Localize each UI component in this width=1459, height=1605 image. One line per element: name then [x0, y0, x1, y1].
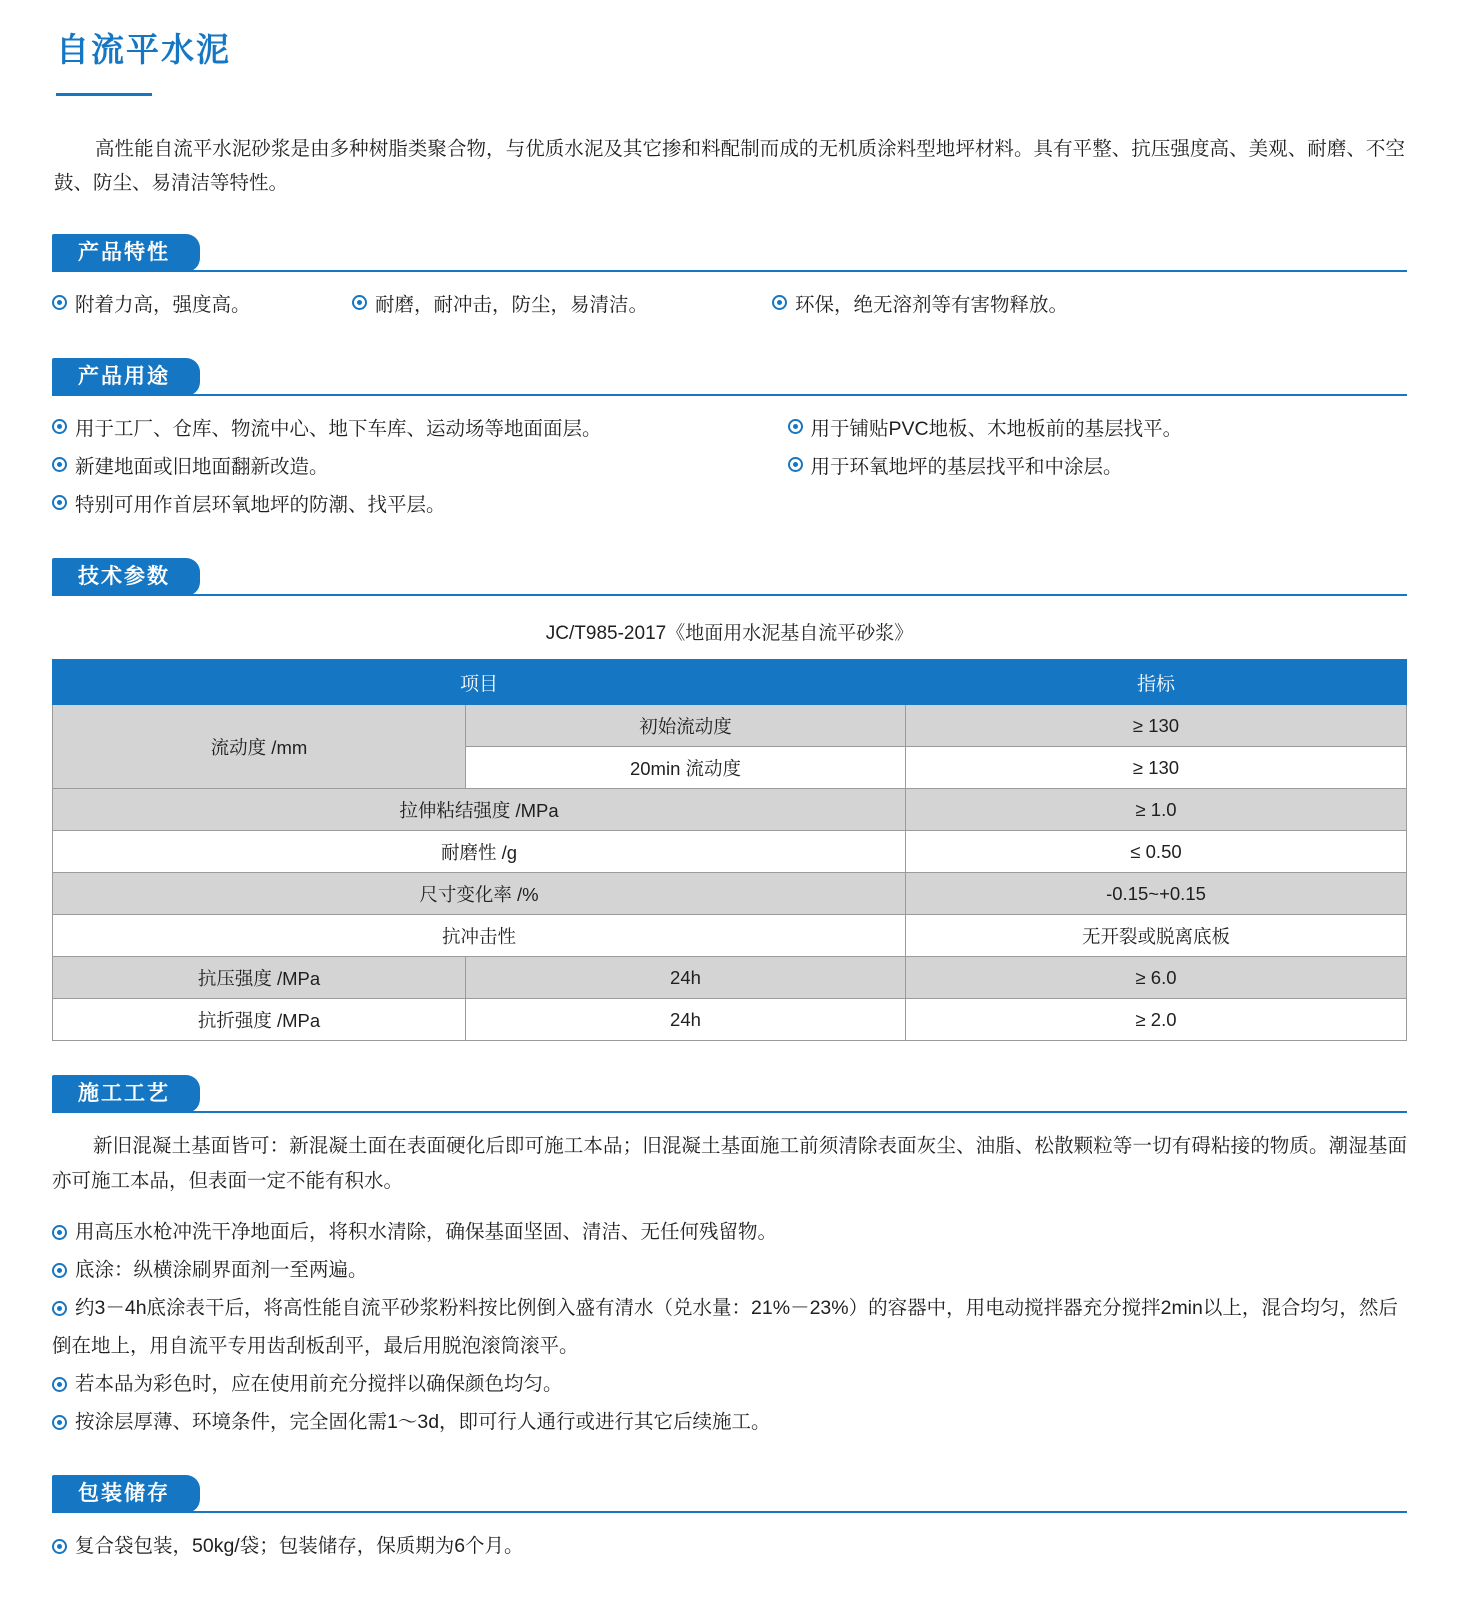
section-uses	[52, 358, 1407, 524]
cell-item-name: 尺寸变化率 /%	[53, 873, 906, 915]
list-item	[772, 286, 1068, 324]
list-item-label: 约3－4h底涂表干后，将高性能自流平砂浆粉料按比例倒入盛有清水（兑水量：21%－23%）的容器中，用电动搅拌器充分搅拌2min以上，混合均匀，然后倒在地上，用自流平专用齿刮板刮平，最后用脱泡滚筒滚平。	[52, 1296, 1398, 1357]
bullet-circle-icon	[52, 1539, 67, 1554]
cell-item-name: 拉伸粘结强度 /MPa	[53, 789, 906, 831]
section-underline	[52, 1111, 1407, 1113]
intro-paragraph	[54, 132, 1405, 200]
list-item	[52, 1289, 1407, 1365]
table-row	[53, 705, 1407, 747]
process-list	[52, 1213, 1407, 1441]
list-item	[788, 448, 1408, 486]
cell-item-value: ≤ 0.50	[906, 831, 1407, 873]
bullet-circle-icon	[52, 495, 67, 510]
table-row	[53, 915, 1407, 957]
cell-item-name: 流动度 /mm	[53, 705, 466, 789]
list-item	[52, 1527, 1407, 1565]
bullet-circle-icon	[52, 1263, 67, 1278]
list-item-label: 特别可用作首层环氧地坪的防潮、找平层。	[75, 494, 446, 517]
section-process	[52, 1075, 1407, 1441]
list-item	[788, 410, 1408, 448]
section-title-tech: 技术参数	[52, 558, 200, 596]
uses-left-column	[52, 410, 730, 524]
section-title-process: 施工工艺	[52, 1075, 200, 1113]
list-item	[52, 1251, 1407, 1289]
packaging-list	[52, 1527, 1407, 1565]
cell-item-value: ≥ 130	[906, 705, 1407, 747]
list-item	[52, 486, 730, 524]
list-item	[52, 1213, 1407, 1251]
list-item-label: 环保，绝无溶剂等有害物释放。	[795, 294, 1069, 317]
process-paragraph-text: 新旧混凝土基面皆可：新混凝土面在表面硬化后即可施工本品；旧混凝土基面施工前须清除表面灰尘、油脂、松散颗粒等一切有碍粘接的物质。潮湿基面亦可施工本品，但表面一定不能有积水。	[52, 1135, 1407, 1193]
list-item-label: 按涂层厚薄、环境条件，完全固化需1～3d，即可行人通行或进行其它后续施工。	[75, 1410, 771, 1433]
cell-item-value: ≥ 6.0	[906, 957, 1407, 999]
cell-item-sub: 24h	[465, 957, 905, 999]
cell-item-name: 抗压强度 /MPa	[53, 957, 466, 999]
table-row	[53, 873, 1407, 915]
cell-item-value: ≥ 1.0	[906, 789, 1407, 831]
table-row	[53, 957, 1407, 999]
tech-parameters-table	[52, 659, 1407, 1041]
cell-item-name: 抗折强度 /MPa	[53, 999, 466, 1041]
section-title-uses: 产品用途	[52, 358, 200, 396]
section-header-features	[52, 234, 1407, 272]
list-item-label: 若本品为彩色时，应在使用前充分搅拌以确保颜色均匀。	[75, 1372, 563, 1395]
list-item	[52, 410, 730, 448]
list-item	[52, 1365, 1407, 1403]
section-features	[52, 234, 1407, 324]
section-packaging	[52, 1475, 1407, 1565]
section-header-packaging	[52, 1475, 1407, 1513]
cell-item-sub: 初始流动度	[465, 705, 905, 747]
features-list	[52, 286, 1407, 324]
cell-item-value: ≥ 130	[906, 747, 1407, 789]
standard-reference: JC/T985-2017《地面用水泥基自流平砂浆》	[545, 623, 914, 645]
cell-item-sub: 24h	[465, 999, 905, 1041]
title-divider	[56, 93, 152, 96]
list-item-label: 附着力高，强度高。	[75, 294, 251, 317]
bullet-circle-icon	[788, 419, 803, 434]
list-item-label: 复合袋包装，50kg/袋；包装储存，保质期为6个月。	[75, 1534, 524, 1557]
page-title: 自流平水泥	[56, 31, 231, 68]
section-title-features: 产品特性	[52, 234, 200, 272]
list-item-label: 耐磨，耐冲击，防尘，易清洁。	[375, 294, 649, 317]
bullet-circle-icon	[352, 295, 367, 310]
list-item-label: 新建地面或旧地面翻新改造。	[75, 456, 329, 479]
table-head	[53, 660, 1407, 705]
section-tech	[52, 558, 1407, 1041]
bullet-circle-icon	[772, 295, 787, 310]
bullet-circle-icon	[52, 1415, 67, 1430]
table-body	[53, 705, 1407, 1041]
list-item-label: 用于铺贴PVC地板、木地板前的基层找平。	[810, 418, 1183, 441]
intro-text: 高性能自流平水泥砂浆是由多种树脂类聚合物，与优质水泥及其它掺和料配制而成的无机质涂料型地坪材料。具有平整、抗压强度高、美观、耐磨、不空鼓、防尘、易清洁等特性。	[54, 138, 1405, 195]
cell-item-value: ≥ 2.0	[906, 999, 1407, 1041]
column-header-item: 项目	[53, 660, 906, 705]
table-row	[53, 789, 1407, 831]
list-item	[352, 286, 772, 324]
column-header-index: 指标	[906, 660, 1407, 705]
section-header-process	[52, 1075, 1407, 1113]
cell-item-value: -0.15~+0.15	[906, 873, 1407, 915]
list-item-label: 用高压水枪冲洗干净地面后，将积水清除，确保基面坚固、清洁、无任何残留物。	[75, 1220, 778, 1243]
list-item	[52, 448, 730, 486]
bullet-circle-icon	[52, 295, 67, 310]
section-underline	[52, 594, 1407, 596]
bullet-circle-icon	[52, 1377, 67, 1392]
table-row	[53, 999, 1407, 1041]
list-item	[52, 1403, 1407, 1441]
section-title-packaging: 包装储存	[52, 1475, 200, 1513]
section-underline	[52, 1511, 1407, 1513]
bullet-circle-icon	[52, 1225, 67, 1240]
cell-item-name: 耐磨性 /g	[53, 831, 906, 873]
bullet-circle-icon	[788, 457, 803, 472]
bullet-circle-icon	[52, 419, 67, 434]
section-header-tech	[52, 558, 1407, 596]
cell-item-sub: 20min 流动度	[465, 747, 905, 789]
list-item-label: 底涂：纵横涂刷界面剂一至两遍。	[75, 1258, 368, 1281]
cell-item-value: 无开裂或脱离底板	[906, 915, 1407, 957]
list-item	[52, 286, 352, 324]
section-underline	[52, 394, 1407, 396]
bullet-circle-icon	[52, 1301, 67, 1316]
cell-item-name: 抗冲击性	[53, 915, 906, 957]
list-item-label: 用于工厂、仓库、物流中心、地下车库、运动场等地面面层。	[75, 418, 602, 441]
process-paragraph	[52, 1129, 1407, 1198]
section-header-uses	[52, 358, 1407, 396]
section-underline	[52, 270, 1407, 272]
uses-list	[52, 410, 1407, 524]
list-item-label: 用于环氧地坪的基层找平和中涂层。	[810, 456, 1123, 479]
table-header-row	[53, 660, 1407, 705]
bullet-circle-icon	[52, 457, 67, 472]
uses-right-column	[730, 410, 1408, 524]
table-row	[53, 831, 1407, 873]
